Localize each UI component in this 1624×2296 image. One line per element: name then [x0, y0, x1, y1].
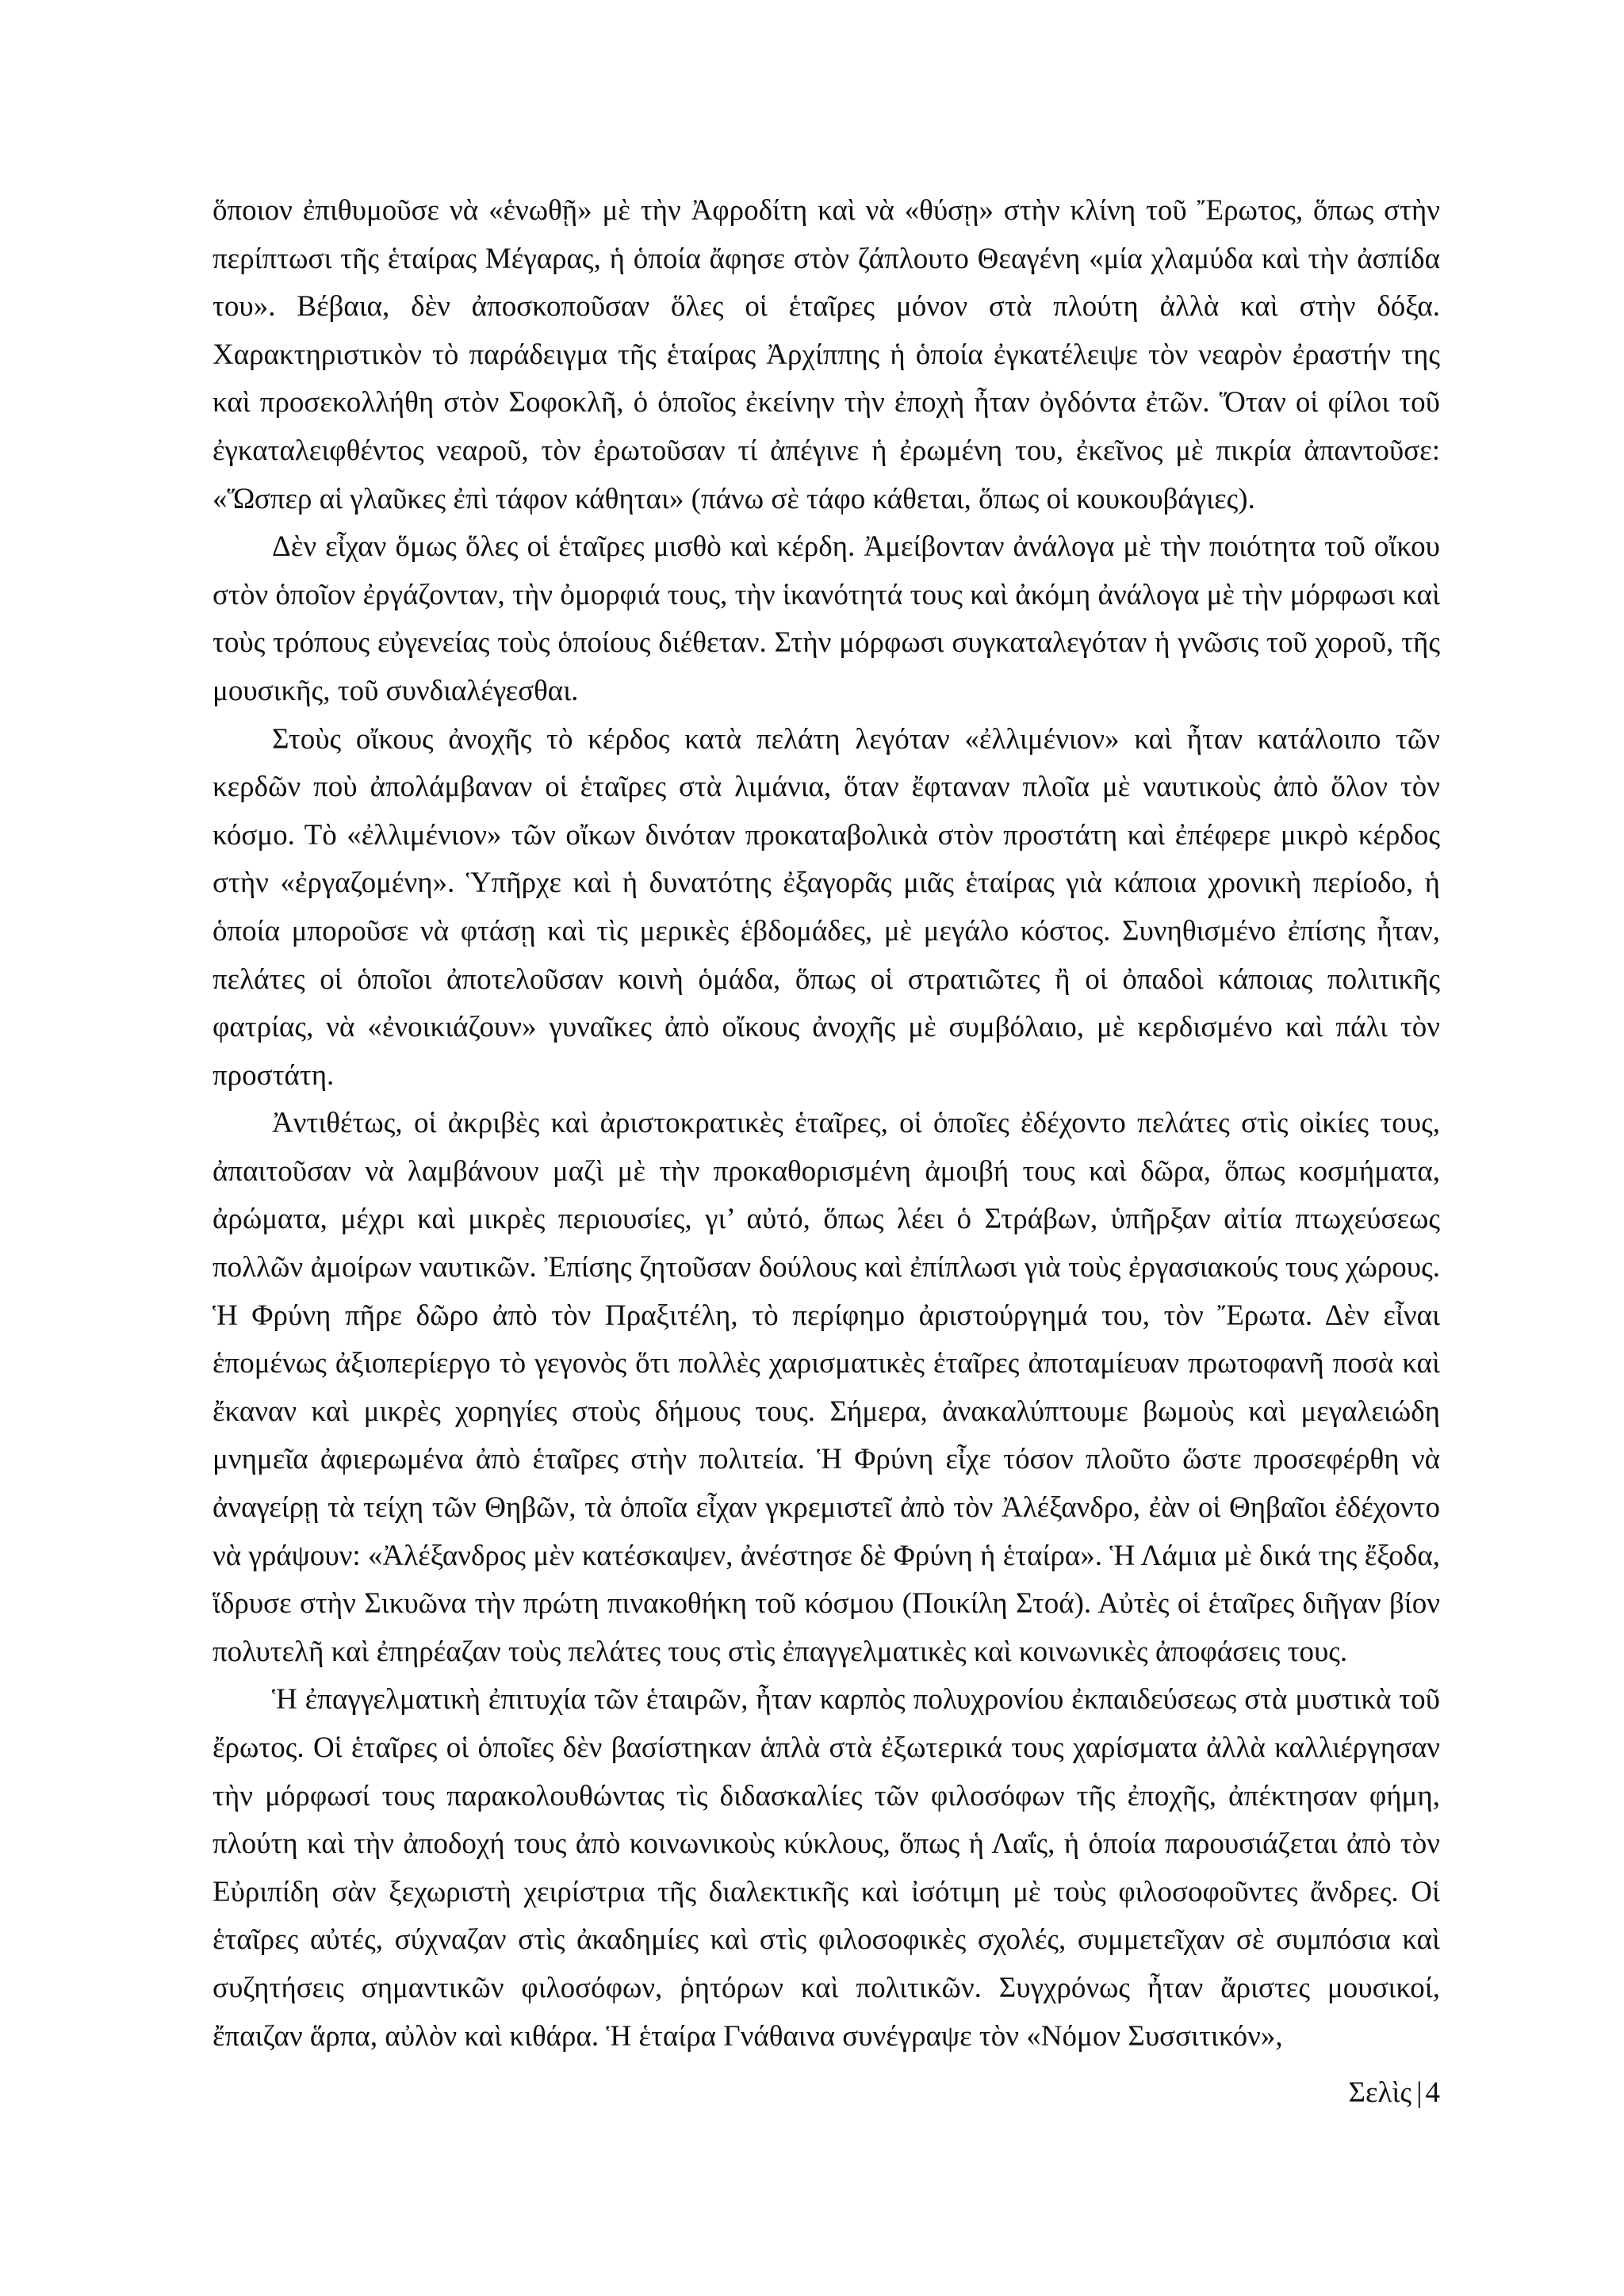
paragraph-2: Δὲν εἶχαν ὅμως ὅλες οἱ ἑταῖρες μισθὸ καὶ κέρδη. Ἀμείβονταν ἀνάλογα μὲ τὴν ποιότητα τοῦ οἴκου στὸν ὁποῖον ἐργάζονταν, τὴν ὀμορφιά τους, τὴν ἱκανότητά τους καὶ ἀκόμη ἀνάλογα μὲ τὴν μόρφωσι καὶ τοὺς τρόπους εὐγενείας τοὺς ὁποίους διέθεταν. Στὴν μόρφωσι συγκαταλεγόταν ἡ γνῶσις τοῦ χοροῦ, τῆς μουσικῆς, τοῦ συνδιαλέγεσθαι.: [213, 530, 1440, 707]
paragraph-3: Στοὺς οἴκους ἀνοχῆς τὸ κέρδος κατὰ πελάτη λεγόταν «ἐλλιμένιον» καὶ ἦταν κατάλοιπο τῶν κερδῶν ποὺ ἀπολάμβαναν οἱ ἑταῖρες στὰ λιμάνια, ὅταν ἔφταναν πλοῖα μὲ ναυτικοὺς ἀπὸ ὅλον τὸν κόσμο. Τὸ «ἐλλιμένιον» τῶν οἴκων δινόταν προκαταβολικὰ στὸν προστάτη καὶ ἐπέφερε μικρὸ κέρδος στὴν «ἐργαζομένη». Ὑπῆρχε καὶ ἡ δυνατότης ἐξαγορᾶς μιᾶς ἑταίρας γιὰ κάποια χρονικὴ περίοδο, ἡ ὁποία μποροῦσε νὰ φτάσῃ καὶ τὶς μερικὲς ἑβδομάδες, μὲ μεγάλο κόστος. Συνηθισμένο ἐπίσης ἦταν, πελάτες οἱ ὁποῖοι ἀποτελοῦσαν κοινὴ ὁμάδα, ὅπως οἱ στρατιῶτες ἢ οἱ ὀπαδοὶ κάποιας πολιτικῆς φατρίας, νὰ «ἐνοικιάζουν» γυναῖκες ἀπὸ οἴκους ἀνοχῆς μὲ συμβόλαιο, μὲ κερδισμένο καὶ πάλι τὸν προστάτη.: [213, 722, 1440, 1092]
page-label: Σελὶς: [1348, 2076, 1412, 2109]
body-text: [213, 187, 1440, 2061]
paragraph-4: Ἀντιθέτως, οἱ ἀκριβὲς καὶ ἀριστοκρατικὲς ἑταῖρες, οἱ ὁποῖες ἐδέχοντο πελάτες στὶς οἰκίες τους, ἀπαιτοῦσαν νὰ λαμβάνουν μαζὶ μὲ τὴν προκαθορισμένη ἀμοιβή τους καὶ δῶρα, ὅπως κοσμήματα, ἀρώματα, μέχρι καὶ μικρὲς περιουσίες, γι’ αὐτό, ὅπως λέει ὁ Στράβων, ὑπῆρξαν αἰτία πτωχεύσεως πολλῶν ἀμοίρων ναυτικῶν. Ἐπίσης ζητοῦσαν δούλους καὶ ἐπίπλωσι γιὰ τοὺς ἐργασιακούς τους χώρους. Ἡ Φρύνη πῆρε δῶρο ἀπὸ τὸν Πραξιτέλη, τὸ περίφημο ἀριστούργημά του, τὸν Ἔρωτα. Δὲν εἶναι ἑπομένως ἀξιοπερίεργο τὸ γεγονὸς ὅτι πολλὲς χαρισματικὲς ἑταῖρες ἀποταμίευαν πρωτοφανῆ ποσὰ καὶ ἔκαναν καὶ μικρὲς χορηγίες στοὺς δήμους τους. Σήμερα, ἀνακαλύπτουμε βωμοὺς καὶ μεγαλειώδη μνημεῖα ἀφιερωμένα ἀπὸ ἑταῖρες στὴν πολιτεία. Ἡ Φρύνη εἶχε τόσον πλοῦτο ὥστε προσεφέρθη νὰ ἀναγείρῃ τὰ τείχη τῶν Θηβῶν, τὰ ὁποῖα εἶχαν γκρεμιστεῖ ἀπὸ τὸν Ἀλέξανδρο, ἐὰν οἱ Θηβαῖοι ἐδέχοντο νὰ γράψουν: «Ἀλέξανδρος μὲν κατέσκαψεν, ἀνέστησε δὲ Φρύνη ἡ ἑταίρα». Ἡ Λάμια μὲ δικά της ἔξοδα, ἵδρυσε στὴν Σικυῶνα τὴν πρώτη πινακοθήκη τοῦ κόσμου (Ποικίλη Στοά). Αὐτὲς οἱ ἑταῖρες διῆγαν βίον πολυτελῆ καὶ ἐπηρέαζαν τοὺς πελάτες τους στὶς ἐπαγγελματικὲς καὶ κοινωνικὲς ἀποφάσεις τους.: [213, 1107, 1440, 1668]
footer-separator: |: [1416, 2076, 1423, 2109]
paragraph-1: ὅποιον ἐπιθυμοῦσε νὰ «ἑνωθῇ» μὲ τὴν Ἀφροδίτη καὶ νὰ «θύσῃ» στὴν κλίνη τοῦ Ἔρωτος, ὅπως στὴν περίπτωσι τῆς ἑταίρας Μέγαρας, ἡ ὁποία ἄφησε στὸν ζάπλουτο Θεαγένη «μία χλαμύδα καὶ τὴν ἀσπίδα του». Βέβαια, δὲν ἀποσκοποῦσαν ὅλες οἱ ἑταῖρες μόνον στὰ πλούτη ἀλλὰ καὶ στὴν δόξα. Χαρακτηριστικὸν τὸ παράδειγμα τῆς ἑταίρας Ἀρχίππης ἡ ὁποία ἐγκατέλειψε τὸν νεαρὸν ἐραστήν της καὶ προσεκολλήθη στὸν Σοφοκλῆ, ὁ ὁποῖος ἐκείνην τὴν ἐποχὴ ἦταν ὀγδόντα ἐτῶν. Ὅταν οἱ φίλοι τοῦ ἐγκαταλειφθέντος νεαροῦ, τὸν ἐρωτοῦσαν τί ἀπέγινε ἡ ἐρωμένη του, ἐκεῖνος μὲ πικρία ἀπαντοῦσε: «Ὥσπερ αἱ γλαῦκες ἐπὶ τάφον κάθηται» (πάνω σὲ τάφο κάθεται, ὅπως οἱ κουκουβάγιες).: [213, 194, 1440, 515]
page-number: 4: [1425, 2076, 1440, 2109]
paragraph-5: Ἡ ἐπαγγελματικὴ ἐπιτυχία τῶν ἑταιρῶν, ἦταν καρπὸς πολυχρονίου ἐκπαιδεύσεως στὰ μυστικὰ τοῦ ἔρωτος. Οἱ ἑταῖρες οἱ ὁποῖες δὲν βασίστηκαν ἁπλὰ στὰ ἐξωτερικά τους χαρίσματα ἀλλὰ καλλιέργησαν τὴν μόρφωσί τους παρακολουθώντας τὶς διδασκαλίες τῶν φιλοσόφων τῆς ἐποχῆς, ἀπέκτησαν φήμη, πλούτη καὶ τὴν ἀποδοχή τους ἀπὸ κοινωνικοὺς κύκλους, ὅπως ἡ Λαΐς, ἡ ὁποία παρουσιάζεται ἀπὸ τὸν Εὐριπίδη σὰν ξεχωριστὴ χειρίστρια τῆς διαλεκτικῆς καὶ ἰσότιμη μὲ τοὺς φιλοσοφοῦντες ἄνδρες. Οἱ ἑταῖρες αὐτές, σύχναζαν στὶς ἀκαδημίες καὶ στὶς φιλοσοφικὲς σχολές, συμμετεῖχαν σὲ συμπόσια καὶ συζητήσεις σημαντικῶν φιλοσόφων, ῥητόρων καὶ πολιτικῶν. Συγχρόνως ἦταν ἄριστες μουσικοί, ἔπαιζαν ἅρπα, αὐλὸν καὶ κιθάρα. Ἡ ἑταίρα Γνάθαινα συνέγραψε τὸν «Νόμον Συσσιτικόν»,: [213, 1683, 1440, 2053]
page-footer: [1348, 2076, 1440, 2110]
